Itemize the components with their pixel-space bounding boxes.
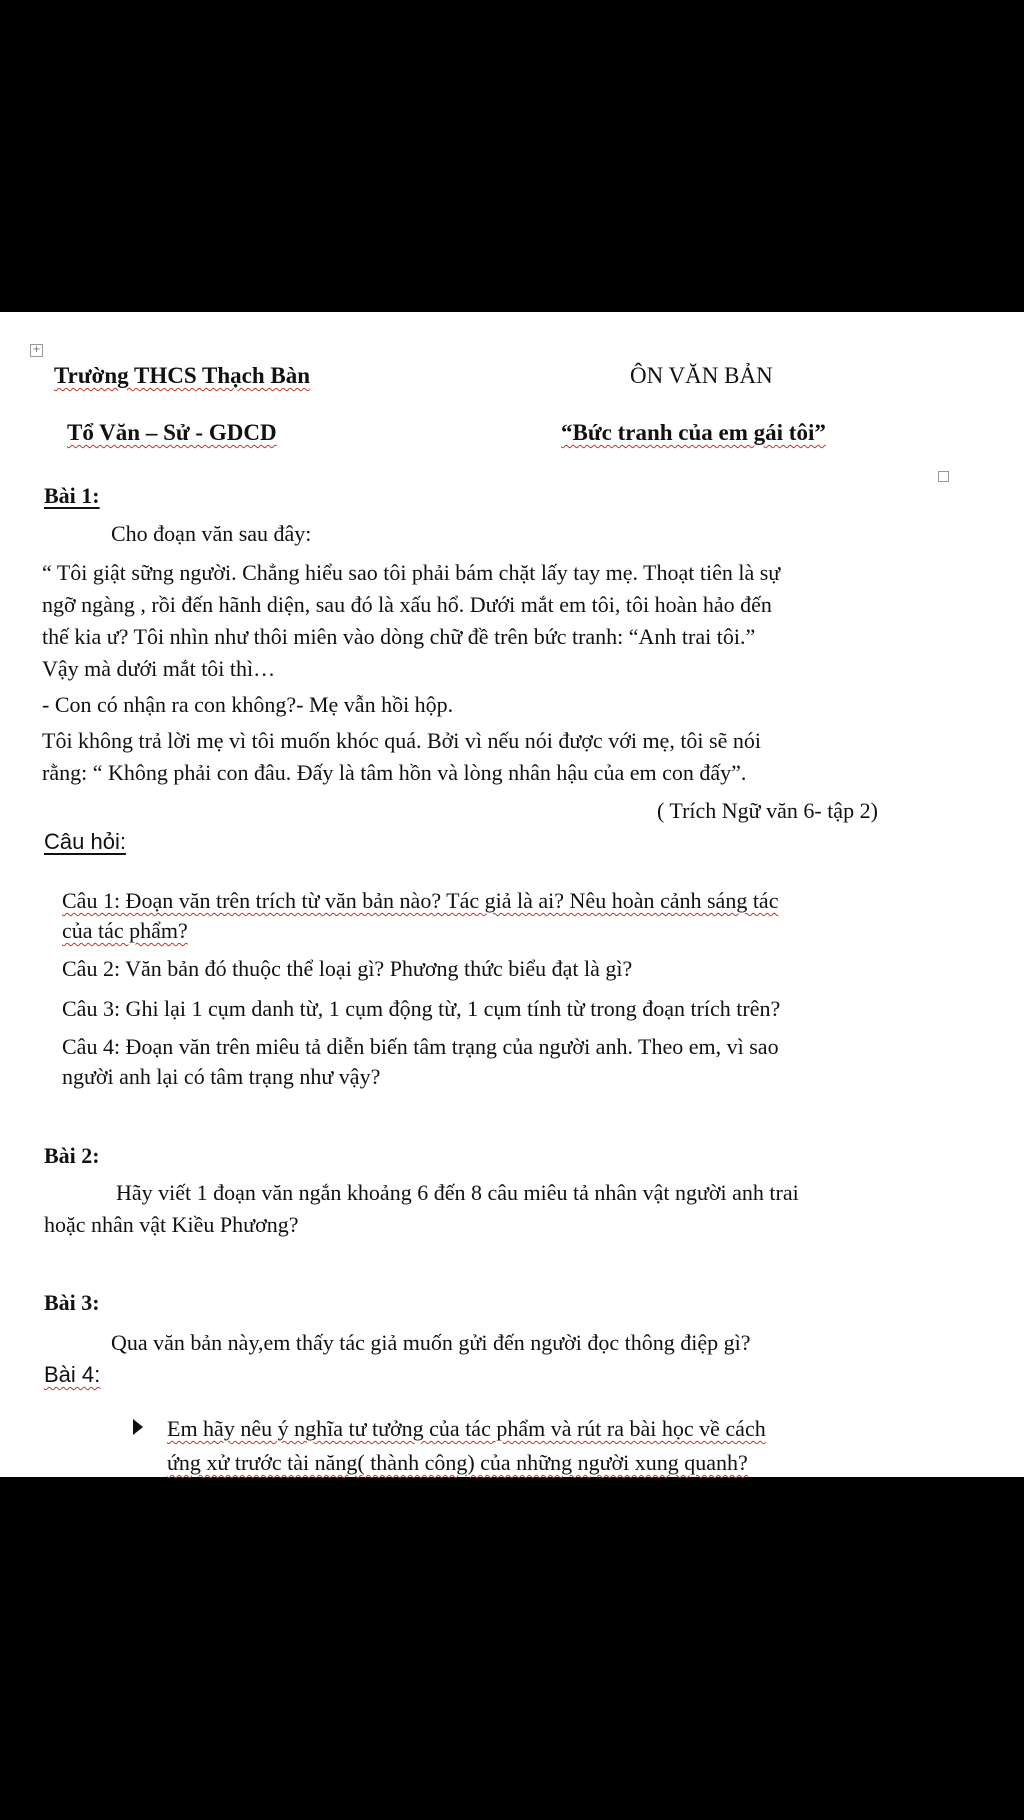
passage-line: thế kia ư? Tôi nhìn như thôi miên vào dòng chữ đề trên bức tranh: “Anh trai tôi.”: [42, 624, 756, 649]
bai2-line: Hãy viết 1 đoạn văn ngắn khoảng 6 đến 8 câu miêu tả nhân vật người anh trai: [116, 1180, 799, 1205]
question-3: Câu 3: Ghi lại 1 cụm danh từ, 1 cụm động từ, 1 cụm tính từ trong đoạn trích trên?: [62, 996, 781, 1021]
bai4-line: Em hãy nêu ý nghĩa tư tưởng của tác phẩm và rút ra bài học về cách: [167, 1416, 766, 1441]
bai2-line: hoặc nhân vật Kiều Phương?: [44, 1212, 299, 1237]
school-name: Trường THCS Thạch Bàn: [54, 363, 310, 388]
bai3-text: Qua văn bản này,em thấy tác giả muốn gửi đến người đọc thông điệp gì?: [111, 1330, 751, 1355]
document-title: ÔN VĂN BẢN: [630, 363, 773, 388]
closing-line: rằng: “ Không phải con đâu. Đấy là tâm hồn và lòng nhân hậu của em con đấy”.: [42, 760, 747, 785]
dialogue-line: - Con có nhận ra con không?- Mẹ vẫn hồi hộp.: [42, 692, 454, 717]
bai1-heading: Bài 1:: [44, 483, 100, 508]
question-2: Câu 2: Văn bản đó thuộc thể loại gì? Phương thức biểu đạt là gì?: [62, 956, 633, 981]
passage-line: “ Tôi giật sững người. Chẳng hiểu sao tôi phải bám chặt lấy tay mẹ. Thoạt tiên là sự: [42, 560, 781, 585]
passage-line: ngỡ ngàng , rồi đến hãnh diện, sau đó là xấu hổ. Dưới mắt em tôi, tôi hoàn hảo đến: [42, 592, 772, 617]
closing-line: Tôi không trả lời mẹ vì tôi muốn khóc quá. Bởi vì nếu nói được với mẹ, tôi sẽ nói: [42, 728, 761, 753]
department-name: Tổ Văn – Sử - GDCD: [67, 420, 277, 445]
work-title: “Bức tranh của em gái tôi”: [561, 420, 826, 445]
bai2-heading: Bài 2:: [44, 1143, 100, 1168]
text-box-marker-icon: [938, 471, 949, 482]
arrow-bullet-icon: [133, 1419, 143, 1435]
question-4-line: người anh lại có tâm trạng như vậy?: [62, 1064, 381, 1089]
bai1-intro: Cho đoạn văn sau đây:: [111, 521, 312, 546]
question-1-line: Câu 1: Đoạn văn trên trích từ văn bản nào? Tác giả là ai? Nêu hoàn cảnh sáng tác: [62, 888, 779, 913]
table-anchor-icon: +: [30, 344, 43, 357]
bai4-line: ứng xử trước tài năng( thành công) của những người xung quanh?: [167, 1450, 748, 1475]
questions-heading: Câu hỏi:: [44, 829, 126, 854]
passage-line: Vậy mà dưới mắt tôi thì…: [42, 656, 276, 681]
source-citation: ( Trích Ngữ văn 6- tập 2): [657, 798, 878, 823]
question-1-line: của tác phẩm?: [62, 918, 188, 943]
question-4-line: Câu 4: Đoạn văn trên miêu tả diễn biến tâm trạng của người anh. Theo em, vì sao: [62, 1034, 779, 1059]
bai4-heading: Bài 4:: [44, 1362, 101, 1387]
bai3-heading: Bài 3:: [44, 1290, 100, 1315]
